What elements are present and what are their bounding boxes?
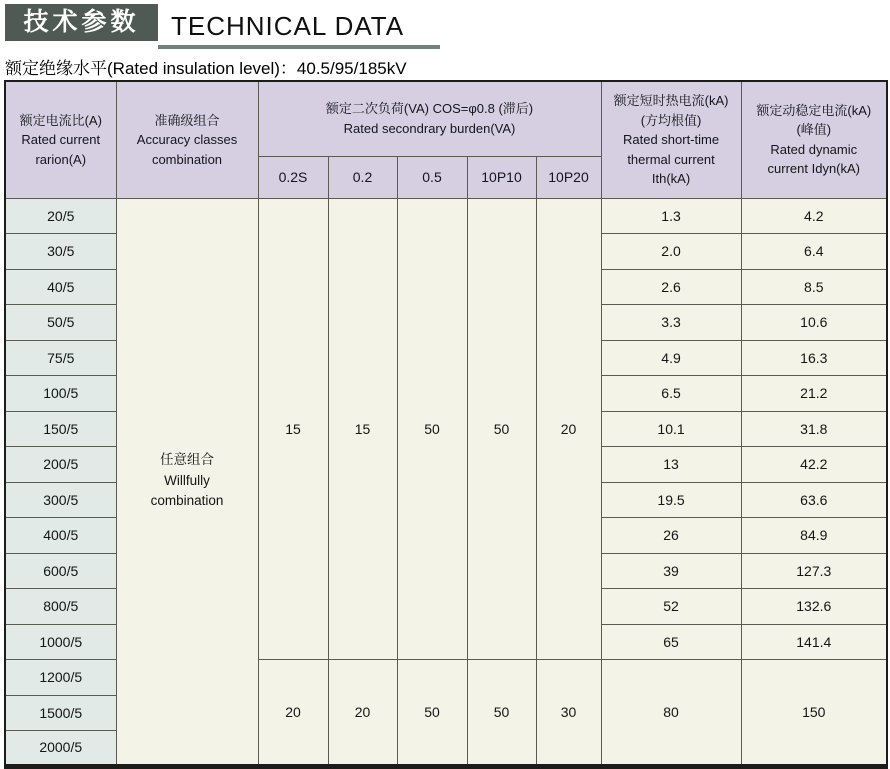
- ratio-cell: 30/5: [5, 234, 116, 270]
- ith-value-cell: 19.5: [601, 482, 741, 518]
- idyn-value-cell: 42.2: [741, 447, 887, 483]
- burden-class-header-10p10: 10P10: [467, 156, 536, 198]
- idyn-value-cell: 16.3: [741, 340, 887, 376]
- col-header-accuracy: 准确级组合 Accuracy classes combination: [116, 81, 258, 198]
- idyn-value-cell: 141.4: [741, 624, 887, 660]
- burden-value-cell: 20: [328, 660, 397, 767]
- ith-value-cell: 2.6: [601, 269, 741, 305]
- ratio-cell: 75/5: [5, 340, 116, 376]
- ratio-cell: 2000/5: [5, 731, 116, 767]
- burden-value-cell: 50: [467, 660, 536, 767]
- ith-value-cell: 6.5: [601, 376, 741, 412]
- idyn-value-cell: 10.6: [741, 305, 887, 341]
- ratio-cell: 1200/5: [5, 660, 116, 696]
- idyn-value-cell: 132.6: [741, 589, 887, 625]
- ith-value-cell: 39: [601, 553, 741, 589]
- ith-value-cell: 65: [601, 624, 741, 660]
- ratio-cell: 1000/5: [5, 624, 116, 660]
- ith-value-cell: 26: [601, 518, 741, 554]
- burden-value-cell: 30: [536, 660, 601, 767]
- ith-value-cell: 1.3: [601, 198, 741, 234]
- idyn-value-cell: 127.3: [741, 553, 887, 589]
- ith-value-cell: 4.9: [601, 340, 741, 376]
- col-header-idyn: 额定动稳定电流(kA) (峰值) Rated dynamic current Idyn(kA): [741, 81, 887, 198]
- accuracy-combination-cell: 任意组合 Willfully combination: [116, 198, 258, 766]
- ith-value-cell: 3.3: [601, 305, 741, 341]
- burden-class-header-10p20: 10P20: [536, 156, 601, 198]
- burden-value-cell: 20: [536, 198, 601, 660]
- technical-data-table: [4, 80, 888, 769]
- ratio-cell: 40/5: [5, 269, 116, 305]
- idyn-value-cell: 21.2: [741, 376, 887, 412]
- ith-value-cell: 2.0: [601, 234, 741, 270]
- ratio-cell: 1500/5: [5, 695, 116, 731]
- ratio-cell: 600/5: [5, 553, 116, 589]
- ratio-cell: 400/5: [5, 518, 116, 554]
- burden-value-cell: 50: [467, 198, 536, 660]
- ith-value-cell: 52: [601, 589, 741, 625]
- burden-value-cell: 20: [258, 660, 328, 767]
- idyn-value-cell: 31.8: [741, 411, 887, 447]
- burden-value-cell: 15: [258, 198, 328, 660]
- ratio-cell: 300/5: [5, 482, 116, 518]
- burden-class-header-02: 0.2: [328, 156, 397, 198]
- col-header-ratio: 额定电流比(A) Rated current rarion(A): [5, 81, 116, 198]
- burden-class-header-02s: 0.2S: [258, 156, 328, 198]
- col-header-burden: 额定二次负荷(VA) COS=φ0.8 (滞后) Rated secondrary burden(VA): [258, 81, 601, 156]
- ratio-cell: 100/5: [5, 376, 116, 412]
- ratio-cell: 150/5: [5, 411, 116, 447]
- ratio-cell: 20/5: [5, 198, 116, 234]
- burden-value-cell: 50: [397, 198, 467, 660]
- col-header-ith: 额定短时热电流(kA) (方均根值) Rated short-time thermal current Ith(kA): [601, 81, 741, 198]
- page-title: TECHNICAL DATA: [171, 11, 405, 41]
- burden-value-cell: 15: [328, 198, 397, 660]
- table-row: [5, 198, 887, 234]
- idyn-value-cell: 150: [741, 660, 887, 767]
- idyn-value-cell: 84.9: [741, 518, 887, 554]
- burden-class-header-05: 0.5: [397, 156, 467, 198]
- section-badge: 技术参数: [5, 4, 158, 41]
- ith-value-cell: 80: [601, 660, 741, 767]
- ith-value-cell: 10.1: [601, 411, 741, 447]
- idyn-value-cell: 63.6: [741, 482, 887, 518]
- ith-value-cell: 13: [601, 447, 741, 483]
- rated-insulation-level: 额定绝缘水平(Rated insulation level)：40.5/95/185kV: [5, 59, 407, 78]
- ratio-cell: 50/5: [5, 305, 116, 341]
- burden-value-cell: 50: [397, 660, 467, 767]
- idyn-value-cell: 8.5: [741, 269, 887, 305]
- ratio-cell: 800/5: [5, 589, 116, 625]
- ratio-cell: 200/5: [5, 447, 116, 483]
- idyn-value-cell: 6.4: [741, 234, 887, 270]
- idyn-value-cell: 4.2: [741, 198, 887, 234]
- title-underline: [158, 8, 440, 49]
